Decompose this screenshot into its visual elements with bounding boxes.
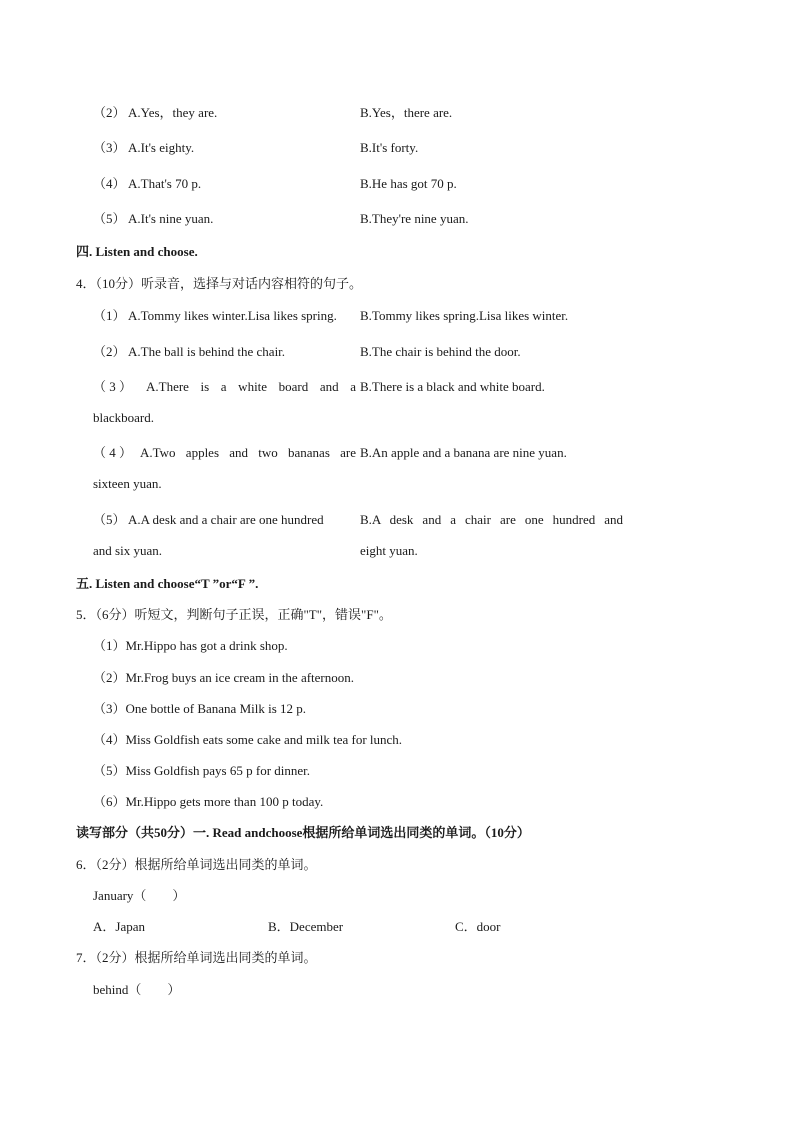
option-a: A.Yes，they are. [128, 105, 218, 120]
option-num: （1） [93, 308, 126, 323]
option-b: B.A desk and a chair are one hundred and [360, 512, 623, 527]
question-text: 7．（2分）根据所给单词选出同类的单词。 [76, 950, 317, 965]
statement-item: （5）Miss Goldfish pays 65 p for dinner. [93, 763, 311, 778]
question-text: 5．（6分）听短文，判断句子正误，正确"T"，错误"F"。 [76, 607, 392, 622]
option-b: B.It's forty. [360, 140, 419, 155]
statement-item: （4）Miss Goldfish eats some cake and milk tea for lunch. [93, 732, 403, 747]
option-num: （2） [93, 105, 126, 120]
option-a: A.A desk and a chair are one hundred [128, 512, 324, 527]
statement-item: （3）One bottle of Banana Milk is 12 p. [93, 701, 307, 716]
option-a-continued: and six yuan. [93, 543, 162, 558]
option-num: （4） [93, 176, 126, 191]
section-heading: 五. Listen and choose“T ”or“F ”. [76, 576, 259, 591]
option-b: B.He has got 70 p. [360, 176, 457, 191]
section-heading: 四. Listen and choose. [76, 244, 198, 259]
option-num: （5） [93, 211, 126, 226]
option-a: A.Two apples and two bananas are [140, 445, 356, 460]
option-num: （5） [93, 512, 126, 527]
statement-item: （2）Mr.Frog buys an ice cream in the afternoon. [93, 670, 355, 685]
option-a: A.It's eighty. [128, 140, 195, 155]
option-num: （ 4 ） [93, 445, 133, 460]
option-b: B.An apple and a banana are nine yuan. [360, 445, 567, 460]
option-num: （3） [93, 140, 126, 155]
option-b: B.There is a black and white board. [360, 379, 545, 394]
option-b-continued: eight yuan. [360, 543, 418, 558]
choice-c: C．door [455, 919, 501, 934]
choice-a: A．Japan [93, 919, 145, 934]
option-b: B.The chair is behind the door. [360, 344, 521, 359]
option-a: A.The ball is behind the chair. [128, 344, 286, 359]
option-b: B.Yes，there are. [360, 105, 453, 120]
option-a: A.It's nine yuan. [128, 211, 214, 226]
question-text: 4．（10分）听录音，选择与对话内容相符的句子。 [76, 276, 363, 291]
option-a: A.That's 70 p. [128, 176, 202, 191]
question-stem: behind（ ） [93, 982, 181, 997]
option-num: （2） [93, 344, 126, 359]
question-text: 6．（2分）根据所给单词选出同类的单词。 [76, 857, 317, 872]
option-b: B.Tommy likes spring.Lisa likes winter. [360, 308, 569, 323]
option-a-continued: sixteen yuan. [93, 476, 162, 491]
option-a: A.There is a white board and a [146, 379, 356, 394]
option-b: B.They're nine yuan. [360, 211, 469, 226]
choice-b: B．December [268, 919, 344, 934]
option-a-continued: blackboard. [93, 410, 155, 425]
part-heading: 读写部分（共50分）一. Read andchoose根据所给单词选出同类的单词。（10分） [76, 825, 530, 840]
option-num: （ 3 ） [93, 379, 133, 394]
statement-item: （6）Mr.Hippo gets more than 100 p today. [93, 794, 324, 809]
option-a: A.Tommy likes winter.Lisa likes spring. [128, 308, 337, 323]
question-stem: January（ ） [93, 888, 186, 903]
statement-item: （1）Mr.Hippo has got a drink shop. [93, 638, 288, 653]
